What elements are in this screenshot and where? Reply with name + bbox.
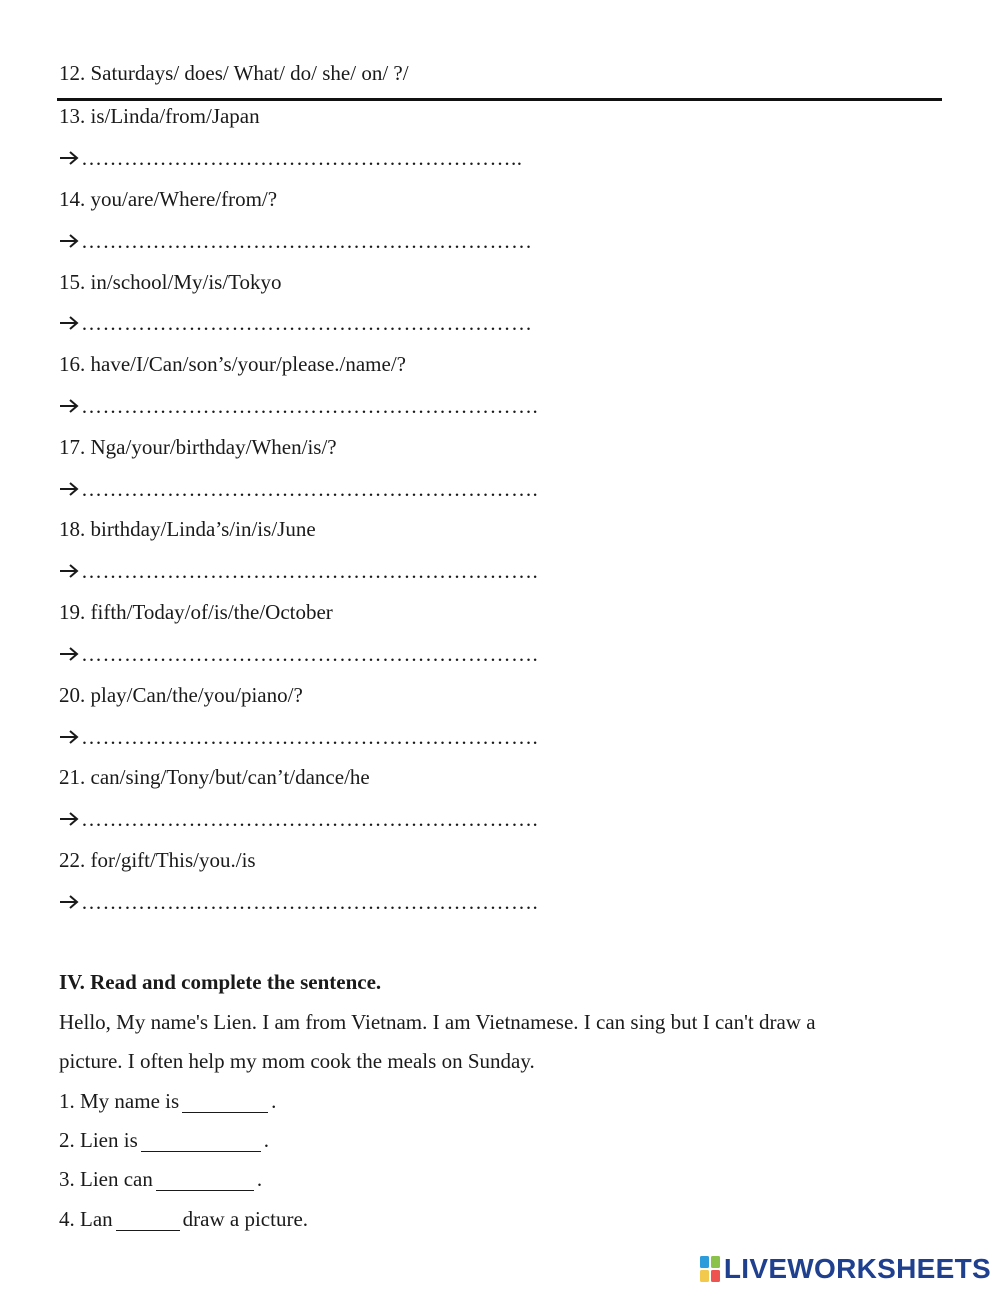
answer-row-14[interactable] (59, 228, 533, 254)
question-18: 18. birthday/Linda’s/in/is/June (59, 517, 316, 541)
answer-row-13[interactable] (59, 145, 523, 171)
answer-row-16[interactable] (59, 393, 538, 419)
right-arrow-icon (59, 646, 79, 662)
answer-row-20[interactable] (59, 724, 538, 750)
right-arrow-icon (59, 563, 79, 579)
answer-dots: ………………………………………………………. (81, 807, 539, 831)
question-16: 16. have/I/Can/son’s/your/please./name/? (59, 352, 406, 376)
answer-dots: ………………………………………………………. (81, 642, 539, 666)
question-19: 19. fifth/Today/of/is/the/October (59, 600, 333, 624)
fill-blank-input[interactable] (116, 1208, 180, 1231)
logo-text: LIVEWORKSHEETS (723, 1253, 991, 1284)
question-15: 15. in/school/My/is/Tokyo (59, 270, 282, 294)
fill-item-text: 4. Lan (59, 1207, 113, 1231)
answer-dots: …………………………………………………….. (81, 146, 523, 170)
fill-item-text: 3. Lien can (59, 1167, 153, 1191)
question-14: 14. you/are/Where/from/? (59, 187, 278, 211)
right-arrow-icon (59, 150, 79, 166)
fill-item-text: 1. My name is (59, 1089, 180, 1113)
right-arrow-icon (59, 894, 79, 910)
answer-dots: ………………………………………………………. (81, 890, 539, 914)
fill-item-suffix: . (263, 1128, 269, 1152)
right-arrow-icon (59, 315, 79, 331)
answer-row-18[interactable] (59, 558, 538, 584)
section-heading: IV. Read and complete the sentence. (59, 970, 382, 994)
answer-row-17[interactable] (59, 476, 538, 502)
answer-row-21[interactable] (59, 806, 538, 832)
answer-row-22[interactable] (59, 889, 538, 915)
answer-row-15[interactable] (59, 310, 533, 336)
answer-dots: ………………………………………………………. (81, 559, 539, 583)
right-arrow-icon (59, 233, 79, 249)
answer-row-19[interactable] (59, 641, 538, 667)
question-22: 22. for/gift/This/you./is (59, 848, 256, 872)
liveworksheets-logo[interactable] (699, 1253, 991, 1285)
fill-blank-input[interactable] (156, 1168, 254, 1191)
liveworksheets-logo-icon (699, 1255, 721, 1283)
question-21: 21. can/sing/Tony/but/can’t/dance/he (59, 765, 370, 789)
answer-dots: ………………………………………………………. (81, 477, 539, 501)
answer-dots: ………………………………………………………. (81, 394, 539, 418)
fill-blank-input[interactable] (182, 1090, 268, 1113)
question-13: 13. is/Linda/from/Japan (59, 104, 260, 128)
fill-item-text: 2. Lien is (59, 1128, 138, 1152)
fill-item-suffix: . (271, 1089, 277, 1113)
question-12: 12. Saturdays/ does/ What/ do/ she/ on/ ?/ (59, 61, 409, 85)
question-17: 17. Nga/your/birthday/When/is/? (59, 435, 337, 459)
answer-line-12 (57, 98, 942, 101)
passage-line-1: Hello, My name's Lien. I am from Vietnam. I am Vietnamese. I can sing but I can't draw a (59, 1010, 816, 1034)
fill-item-suffix: draw a picture. (182, 1207, 309, 1231)
right-arrow-icon (59, 729, 79, 745)
fill-item-suffix: . (256, 1167, 263, 1191)
fill-item-4 (59, 1206, 308, 1232)
answer-dots: ……………………………………………………… (81, 229, 533, 253)
fill-item-1 (59, 1088, 276, 1114)
fill-item-2 (59, 1127, 269, 1153)
answer-dots: ………………………………………………………. (81, 725, 539, 749)
passage-line-2: picture. I often help my mom cook the meals on Sunday. (59, 1049, 535, 1073)
question-20: 20. play/Can/the/you/piano/? (59, 683, 303, 707)
right-arrow-icon (59, 398, 79, 414)
right-arrow-icon (59, 811, 79, 827)
fill-item-3 (59, 1166, 262, 1192)
fill-blank-input[interactable] (141, 1129, 261, 1152)
right-arrow-icon (59, 481, 79, 497)
answer-dots: ……………………………………………………… (81, 311, 533, 335)
